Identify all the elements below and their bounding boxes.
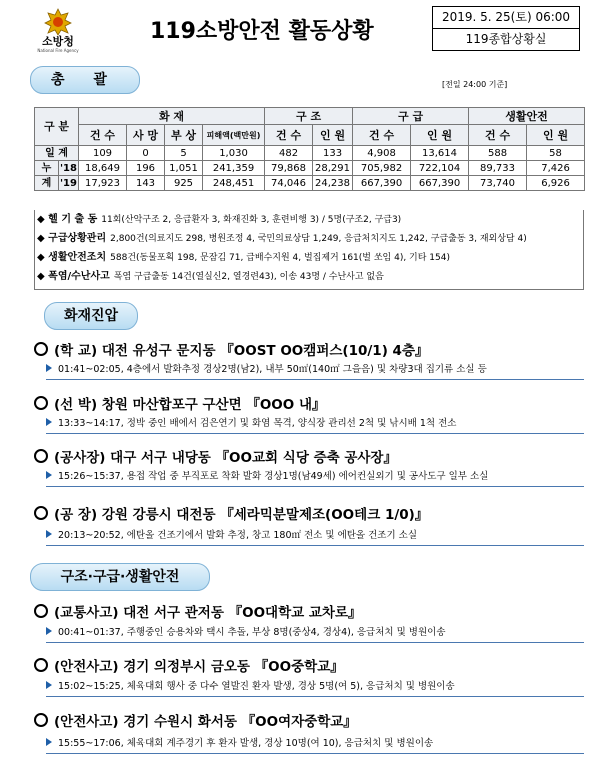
incident-detail: 15:02~15:25, 체육대회 행사 중 다수 열발진 환자 발생, 경상 5명(여 5), 응급처치 및 병원이송 — [46, 677, 584, 697]
incident-detail: 00:41~01:37, 주행중인 승용차와 택시 추돌, 부상 8명(중상4, 경상4), 응급처치 및 병원이송 — [46, 623, 584, 643]
section-rescue-banner: 구조·구급·생활안전 — [30, 563, 210, 591]
table-cell: 7,426 — [527, 161, 585, 176]
table-cell: 133 — [313, 146, 353, 161]
row-label: 누 — [35, 161, 59, 176]
note-label: ◆ 폭염/수난사고 — [37, 271, 110, 282]
note-label: ◆ 구급상황관리 — [37, 233, 107, 244]
table-row — [35, 161, 585, 176]
table-cell: 722,104 — [411, 161, 469, 176]
table-cell: 667,390 — [353, 176, 411, 191]
circle-bullet-icon — [34, 604, 48, 618]
incident-title: (안전사고) 경기 수원시 화서동 『OO여자중학교』 — [34, 710, 357, 730]
incident-title: (공사장) 대구 서구 내당동 『OO교회 식당 증축 공사장』 — [34, 446, 397, 466]
triangle-bullet-icon — [46, 471, 52, 479]
table-cell: 588 — [469, 146, 527, 161]
note-text: 588건(동물포획 198, 문잠김 71, 급배수지원 4, 벌집제거 161(벌 쏘임 4), 기타 154) — [110, 253, 450, 263]
header-ems: 구 급 — [353, 108, 469, 125]
table-cell: 241,359 — [203, 161, 265, 176]
header-safety: 생활안전 — [469, 108, 585, 125]
circle-bullet-icon — [34, 506, 48, 520]
triangle-bullet-icon — [46, 530, 52, 538]
report-datetime: 2019. 5. 25(토) 06:00 — [441, 10, 571, 24]
table-cell: 109 — [79, 146, 127, 161]
table-cell: 705,982 — [353, 161, 411, 176]
table-cell: 73,740 — [469, 176, 527, 191]
table-cell: 79,868 — [265, 161, 313, 176]
note-heatwave — [35, 267, 583, 286]
circle-bullet-icon — [34, 342, 48, 356]
circle-bullet-icon — [34, 396, 48, 410]
page-title: 119소방안전 활동상황 — [150, 19, 374, 44]
triangle-bullet-icon — [46, 418, 52, 426]
header-rescue-count: 건 수 — [265, 125, 313, 146]
table-cell: 196 — [127, 161, 165, 176]
as-of-label: [전일 24:00 기준] — [442, 80, 508, 89]
fire-agency-emblem-icon — [43, 8, 73, 36]
row-label: 계 — [35, 176, 59, 191]
note-text: 2,800건(의료지도 298, 병원조정 4, 국민의료상담 1,249, 응급처치지도 1,242, 구급출동 3, 재외상담 4) — [110, 234, 527, 244]
table-cell: 925 — [165, 176, 203, 191]
incident-title: (공 장) 강원 강릉시 대전동 『세라믹분말제조(OO테크 1/0)』 — [34, 503, 428, 523]
table-cell: 18,649 — [79, 161, 127, 176]
circle-bullet-icon — [34, 449, 48, 463]
incident-detail: 13:33~14:17, 정박 중인 배에서 검은연기 및 화염 목격, 양식장 관리선 2척 및 낚시배 1척 전소 — [46, 414, 584, 434]
report-department: 119종합상황실 — [433, 28, 579, 50]
note-helicopter — [35, 210, 583, 229]
incident-title: (학 교) 대전 유성구 문지동 『OOST OO캠퍼스(10/1) 4층』 — [34, 339, 429, 359]
header-fire-deaths: 사 망 — [127, 125, 165, 146]
header-ems-persons: 인 원 — [411, 125, 469, 146]
incident-detail: 15:55~17:06, 체육대회 계주경기 후 환자 발생, 경상 10명(여 10), 응급처치 및 병원이송 — [46, 734, 584, 754]
activity-notes — [34, 210, 584, 290]
table-cell: 24,238 — [313, 176, 353, 191]
table-cell: 0 — [127, 146, 165, 161]
table-cell: 5 — [165, 146, 203, 161]
note-ems-management — [35, 229, 583, 248]
header-gubun: 구 분 — [35, 108, 79, 146]
circle-bullet-icon — [34, 658, 48, 672]
triangle-bullet-icon — [46, 627, 52, 635]
header-rescue: 구 조 — [265, 108, 353, 125]
incident-title: (안전사고) 경기 의정부시 금오동 『OO중학교』 — [34, 655, 344, 675]
incident-detail: 15:26~15:37, 용접 작업 중 부직포로 착화 발화 경상1명(남49세) 에어컨실외기 및 공사도구 일부 소실 — [46, 467, 584, 487]
note-life-safety — [35, 248, 583, 267]
note-label: ◆ 생활안전조치 — [37, 252, 107, 263]
report-date-box — [432, 6, 580, 51]
note-text: 폭염 구급출동 14건(열실신2, 열경련43), 이송 43명 / 수난사고 없음 — [113, 272, 384, 282]
table-cell: 17,923 — [79, 176, 127, 191]
table-cell: 667,390 — [411, 176, 469, 191]
table-cell: 58 — [527, 146, 585, 161]
incident-title: (선 박) 창원 마산합포구 구산면 『OOO 내』 — [34, 393, 326, 413]
table-cell: 143 — [127, 176, 165, 191]
section-summary-banner: 총 괄 — [30, 66, 140, 94]
table-cell: 4,908 — [353, 146, 411, 161]
table-cell: 6,926 — [527, 176, 585, 191]
header-fire-count: 건 수 — [79, 125, 127, 146]
header-safety-persons: 인 원 — [527, 125, 585, 146]
header-fire-damage: 피해액(백만원) — [203, 125, 265, 146]
row-year-label: '19 — [60, 177, 77, 189]
table-row — [35, 176, 585, 191]
incident-detail: 01:41~02:05, 4층에서 발화추정 경상2명(남2), 내부 50㎡(140㎡ 그을음) 및 차량3대 집기류 소실 등 — [46, 360, 584, 380]
table-cell: 13,614 — [411, 146, 469, 161]
header-fire-injured: 부 상 — [165, 125, 203, 146]
table-cell: 248,451 — [203, 176, 265, 191]
triangle-bullet-icon — [46, 738, 52, 746]
header-rescue-persons: 인 원 — [313, 125, 353, 146]
note-text: 11회(산악구조 2, 응급환자 3, 화재진화 3, 훈련비행 3) / 5명(구조2, 구급3) — [101, 215, 402, 225]
header-fire: 화 재 — [79, 108, 265, 125]
header-ems-count: 건 수 — [353, 125, 411, 146]
table-cell: 482 — [265, 146, 313, 161]
incident-detail: 20:13~20:52, 에탄올 건조기에서 발화 추정, 창고 180㎡ 전소 및 에탄올 건조기 소실 — [46, 526, 584, 546]
note-label: ◆ 헬 기 출 동 — [37, 214, 98, 225]
circle-bullet-icon — [34, 713, 48, 727]
table-cell: 1,030 — [203, 146, 265, 161]
logo-subtitle: National Fire Agency — [37, 48, 79, 53]
header-safety-count: 건 수 — [469, 125, 527, 146]
section-fire-banner: 화재진압 — [44, 302, 138, 330]
table-cell: 1,051 — [165, 161, 203, 176]
table-cell: 28,291 — [313, 161, 353, 176]
row-year-label: '18 — [60, 162, 77, 174]
summary-stats-table — [34, 107, 585, 191]
incident-title: (교통사고) 대전 서구 관저동 『OO대학교 교차로』 — [34, 601, 362, 621]
table-row — [35, 146, 585, 161]
table-cell: 89,733 — [469, 161, 527, 176]
table-cell: 74,046 — [265, 176, 313, 191]
triangle-bullet-icon — [46, 681, 52, 689]
triangle-bullet-icon — [46, 364, 52, 372]
agency-logo — [28, 8, 88, 52]
logo-name: 소방청 — [42, 35, 74, 48]
row-label: 일 계 — [35, 146, 79, 161]
